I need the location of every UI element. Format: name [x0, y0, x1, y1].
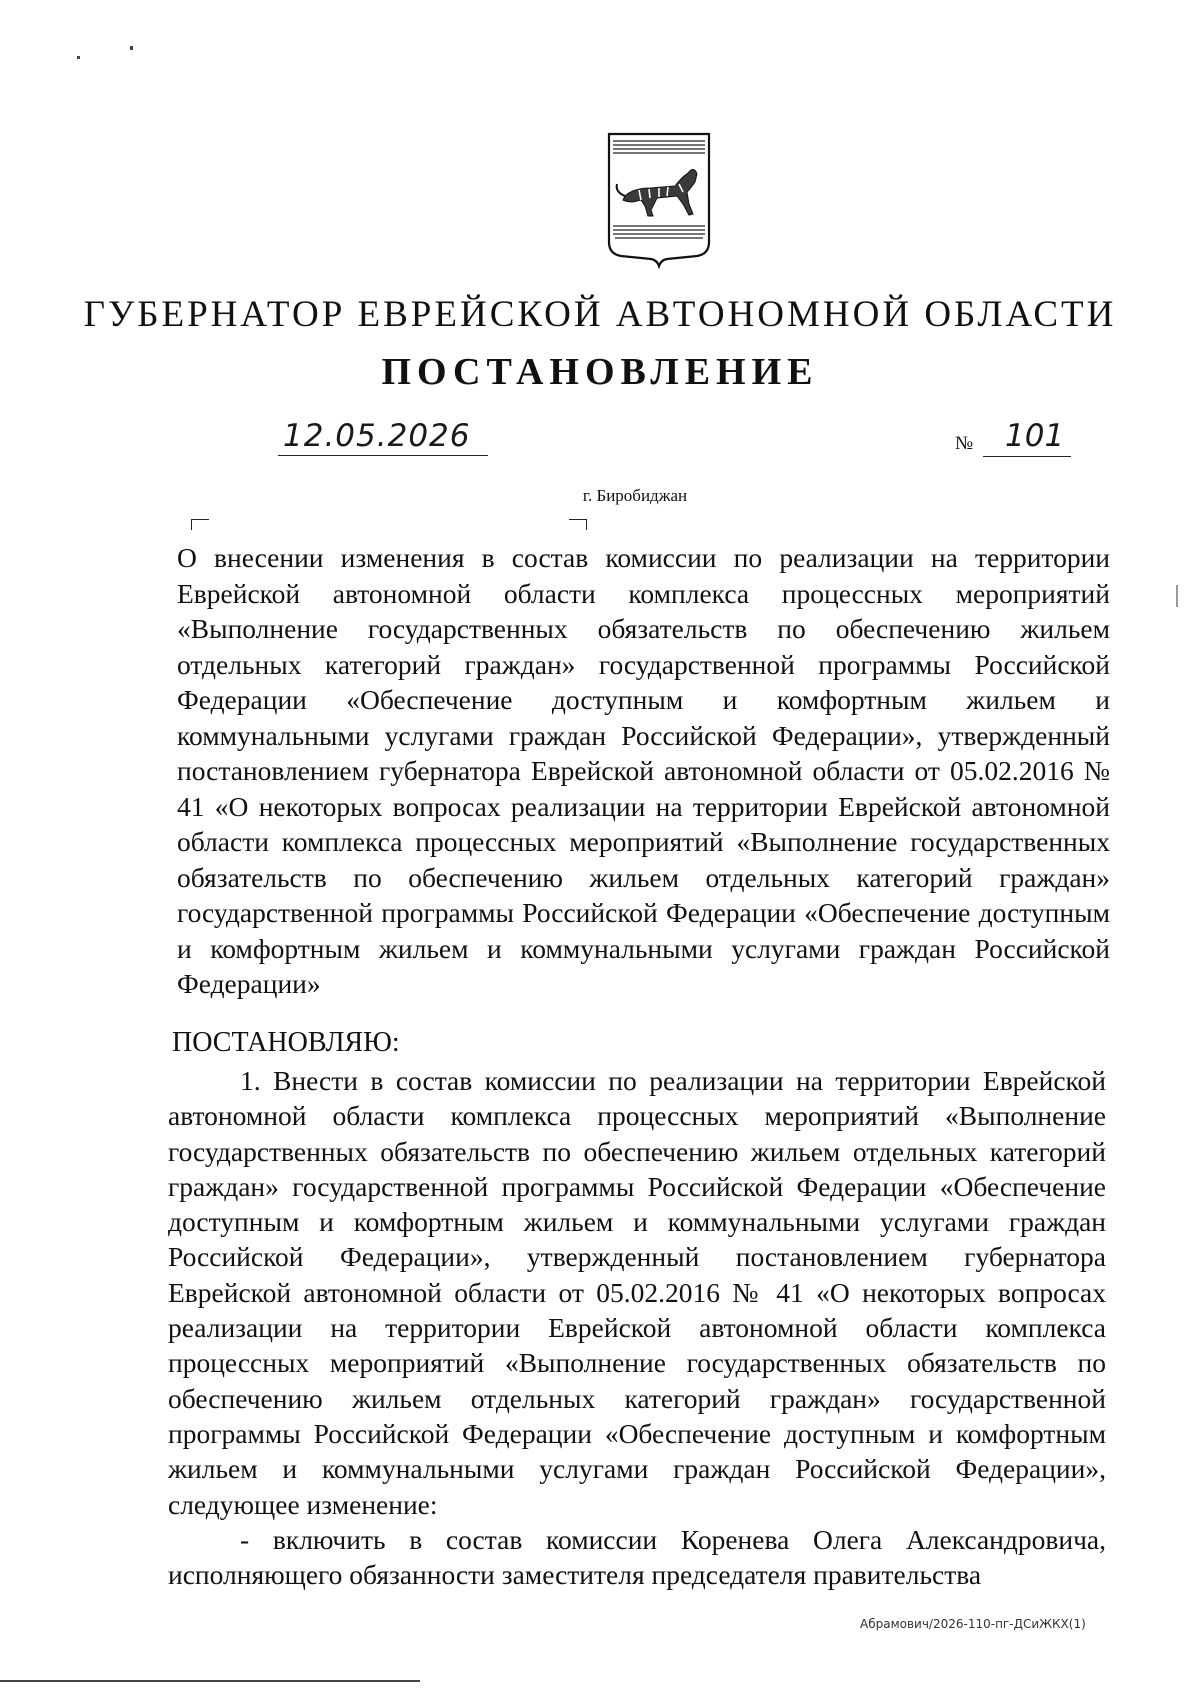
- decree-subject: О внесении изменения в состав комиссии по реализации на территории Еврейской автономной области комплекса процессных мероприятий «Выполнение государственных обязательств по обеспечению жильем отдельных категорий граждан» государственной программы Российской Федерации «Обеспечение доступным и комфортным жильем и коммунальными услугами граждан Российской Федерации», утвержденный постановлением губернатора Еврейской автономной области от 05.02.2016 № 41 «О некоторых вопросах реализации на территории Еврейской автономной области комплекса процессных мероприятий «Выполнение государственных обязательств по обеспечению жильем отдельных категорий граждан» государственной программы Российской Федерации «Обеспечение доступным и комфортным жильем и коммунальными услугами граждан Российской Федерации»: [177, 542, 1110, 999]
- authority-title: ГУБЕРНАТОР ЕВРЕЙСКОЙ АВТОНОМНОЙ ОБЛАСТИ: [83, 294, 1117, 335]
- document-type: ПОСТАНОВЛЕНИЕ: [381, 351, 819, 393]
- decree-word: ПОСТАНОВЛЯЮ:: [172, 1027, 400, 1058]
- city: г. Биробиджан: [582, 486, 688, 505]
- scan-bottom-line: [0, 1680, 420, 1682]
- subject-bracket-right: [569, 519, 587, 530]
- coat-of-arms-icon: [603, 130, 715, 270]
- executor-code: Абрамович/2026-110-пг-ДСиЖКХ(1): [860, 1617, 1086, 1631]
- number-underline: [983, 456, 1071, 457]
- scan-margin-mark: [1176, 585, 1178, 607]
- decree-body: [168, 1063, 1106, 1592]
- number-label: №: [955, 433, 974, 454]
- scan-dot: [77, 56, 80, 59]
- scan-dot: [130, 46, 133, 50]
- subject-bracket-left: [191, 519, 209, 530]
- date-underline: [278, 455, 488, 456]
- decree-item-1: 1. Внести в состав комиссии по реализации на территории Еврейской автономной области комплекса процессных мероприятий «Выполнение государственных обязательств по обеспечению жильем отдельных категорий граждан» государственной программы Российской Федерации «Обеспечение доступным и комфортным жильем и коммунальными услугами граждан Российской Федерации», утвержденный постановлением губернатора Еврейской автономной области от 05.02.2016 № 41 «О некоторых вопросах реализации на территории Еврейской автономной области комплекса процессных мероприятий «Выполнение государственных обязательств по обеспечению жильем отдельных категорий граждан» государственной программы Российской Федерации «Обеспечение доступным и комфортным жильем и коммунальными услугами граждан Российской Федерации», следующее изменение:: [168, 1065, 1106, 1520]
- decree-item-1-sub: - включить в состав комиссии Коренева Олега Александровича, исполняющего обязанности заместителя председателя правительства: [168, 1523, 1106, 1591]
- document-number: 101: [1005, 418, 1065, 454]
- document-date: 12.05.2026: [283, 418, 471, 454]
